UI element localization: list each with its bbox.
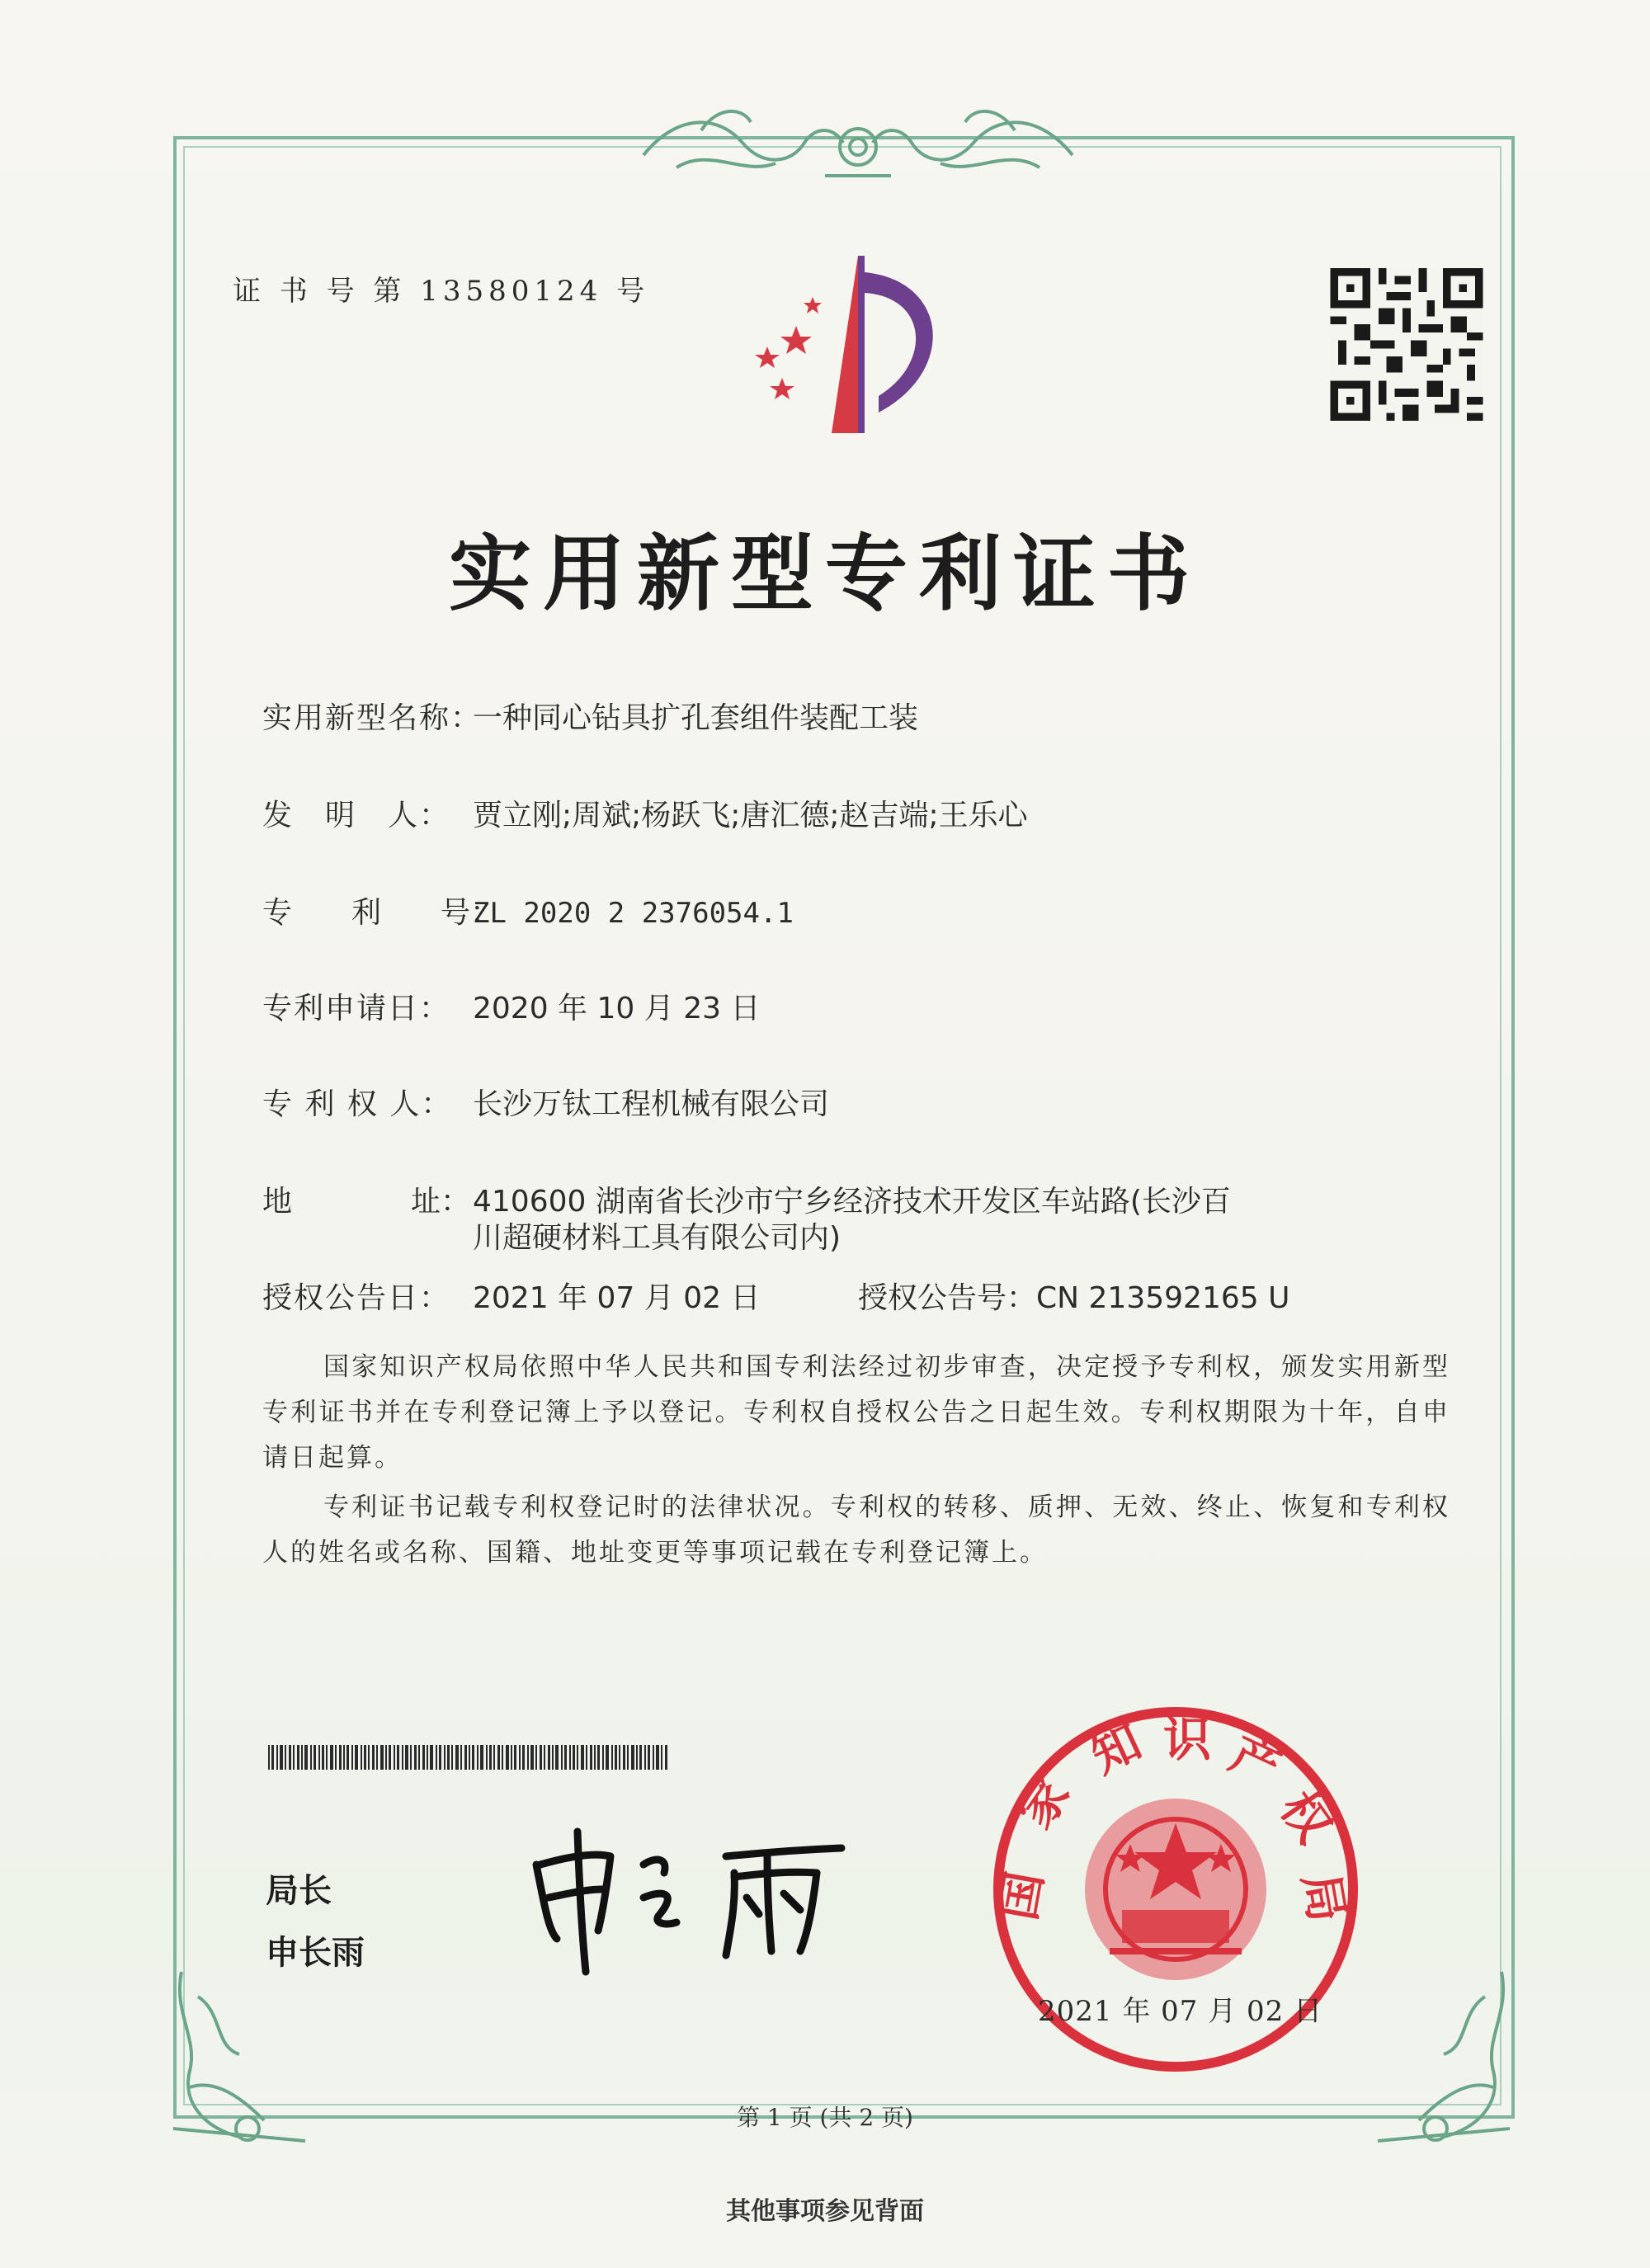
seal-date: 2021 年 07 月 02 日 — [1038, 1995, 1323, 2028]
svg-text:权: 权 — [1269, 1781, 1343, 1853]
utility-model-name-value: 一种同心钻具扩孔套组件装配工装 — [473, 701, 919, 735]
publication-number-label: 授权公告号： — [858, 1281, 1037, 1315]
patent-office-logo-icon — [734, 248, 982, 437]
barcode-icon — [268, 1745, 668, 1770]
svg-text:局: 局 — [1292, 1869, 1356, 1926]
application-date-row — [262, 985, 760, 1027]
application-date-value: 2020 年 10 月 23 日 — [473, 992, 761, 1026]
address-value-line2: 川超硬材料工具有限公司内) — [473, 1221, 842, 1255]
statement-paragraph-2: 专利证书记载专利权登记时的法律状况。专利权的转移、质押、无效、终止、恢复和专利权人的姓名或名称、国籍、地址变更等事项记载在专利登记簿上。 — [262, 1492, 1450, 1568]
signatory-title: 局长 — [266, 1872, 332, 1910]
handwritten-signature-icon — [520, 1807, 866, 1980]
publication-number-value: CN 213592165 U — [1036, 1281, 1290, 1315]
patent-number-row — [262, 889, 794, 931]
publication-date-row — [262, 1275, 760, 1317]
back-note: 其他事项参见背面 — [726, 2197, 924, 2226]
svg-text:知: 知 — [1082, 1713, 1150, 1785]
publication-date-label: 授权公告日： — [262, 1281, 451, 1315]
signatory-name: 申长雨 — [266, 1934, 365, 1972]
patent-number-label: 专 利 号： — [262, 896, 501, 930]
utility-model-name-row — [262, 695, 918, 737]
svg-text:家: 家 — [1006, 1766, 1081, 1839]
patentee-label: 专 利 权 人： — [262, 1087, 453, 1121]
address-label: 地 址： — [262, 1185, 471, 1219]
patent-number-value: ZL 2020 2 2376054.1 — [473, 897, 794, 930]
svg-text:产: 产 — [1222, 1725, 1289, 1797]
application-date-label: 专利申请日： — [262, 992, 451, 1026]
page-indicator: 第 1 页 (共 2 页) — [737, 2104, 913, 2131]
patentee-value: 长沙万钛工程机械有限公司 — [473, 1087, 830, 1121]
publication-number-row — [858, 1275, 1289, 1317]
inventor-row — [262, 792, 1028, 834]
statement-paragraph-1: 国家知识产权局依照中华人民共和国专利法经过初步审查，决定授予专利权，颁发实用新型专利证书并在专利登记簿上予以登记。专利权自授权公告之日起生效。专利权期限为十年，自申请日起算。 — [262, 1352, 1450, 1473]
patentee-row — [262, 1081, 829, 1123]
svg-text:国: 国 — [989, 1867, 1054, 1925]
inventor-value: 贾立刚;周斌;杨跃飞;唐汇德;赵吉端;王乐心 — [473, 799, 1028, 832]
certificate-number: 证 书 号 第 13580124 号 — [233, 275, 650, 308]
utility-model-name-label: 实用新型名称： — [262, 701, 483, 735]
top-ornament-icon — [627, 97, 1089, 188]
address-value-line1: 410600 湖南省长沙市宁乡经济技术开发区车站路(长沙百 — [473, 1185, 1231, 1219]
svg-text:识: 识 — [1163, 1711, 1212, 1767]
qr-code-icon — [1328, 268, 1485, 421]
inventor-label: 发 明 人： — [262, 799, 451, 832]
publication-date-value: 2021 年 07 月 02 日 — [473, 1281, 761, 1315]
certificate-title: 实用新型专利证书 — [449, 526, 1201, 622]
